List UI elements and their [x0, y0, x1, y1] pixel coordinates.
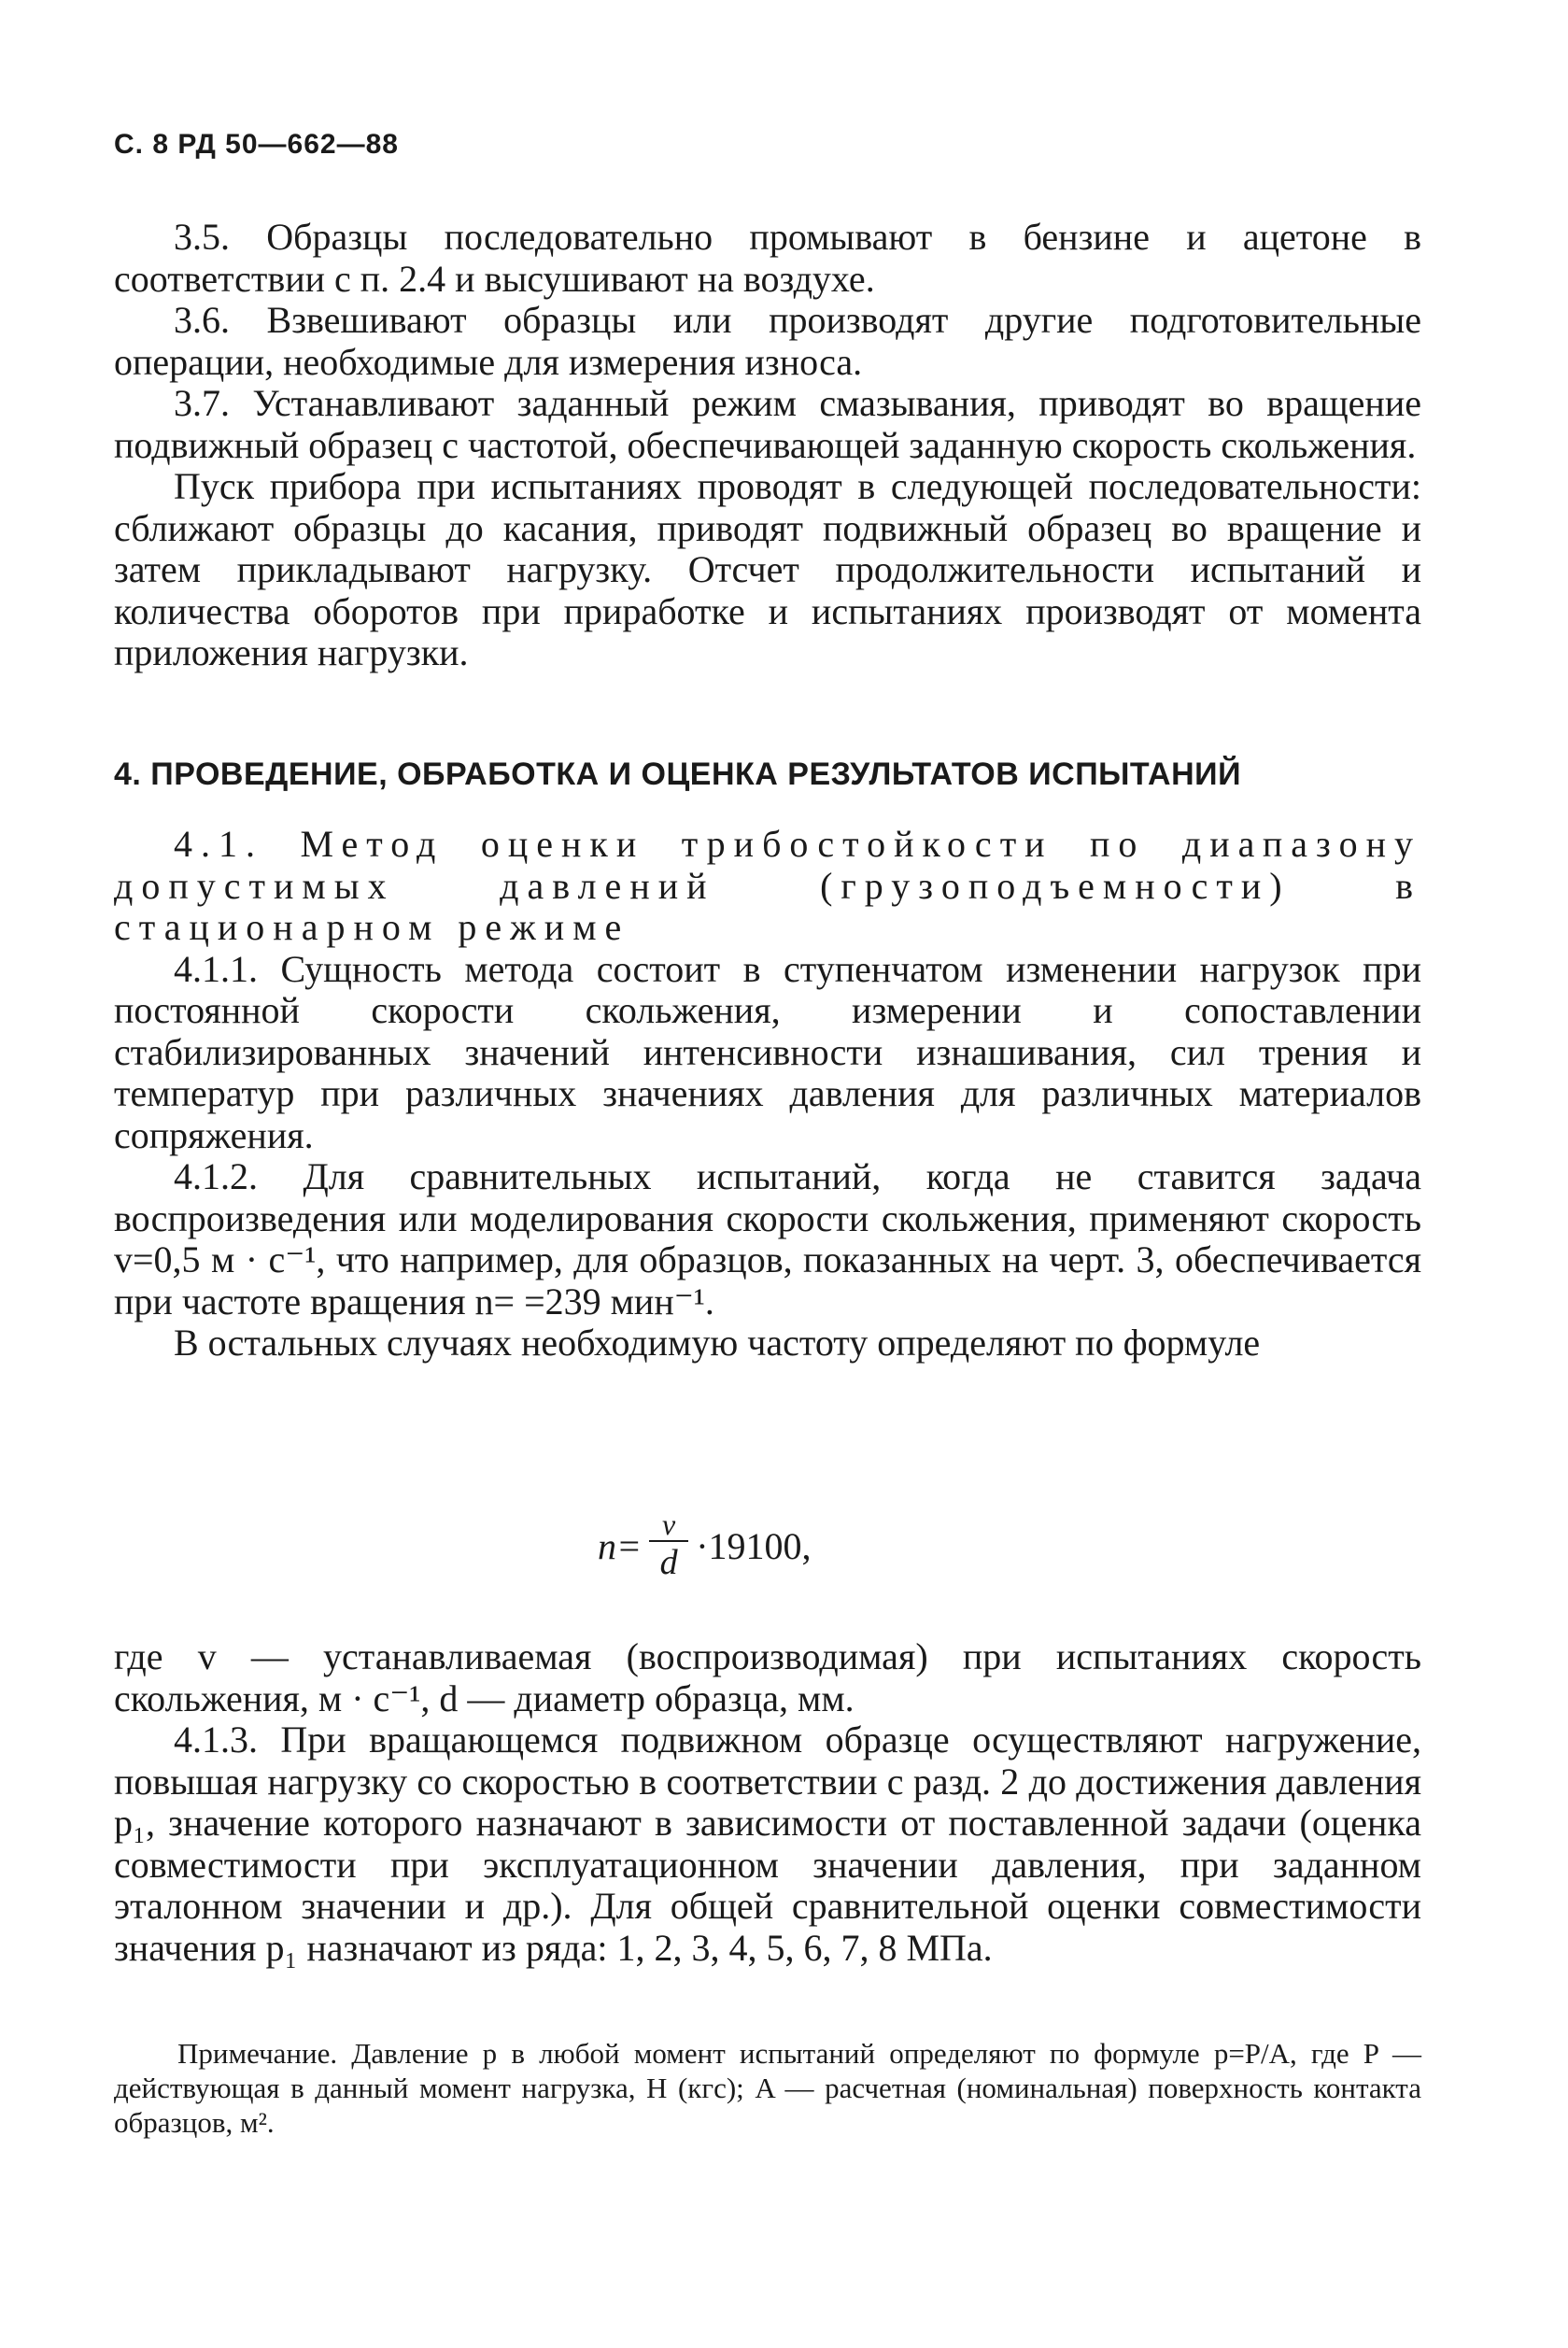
rotation-frequency-formula	[598, 1508, 812, 1583]
paragraph-4-1-1: 4.1.1. Сущность метода состоит в ступенчатом изменении нагрузок при постоянной скорости скольжения, измерении и сопоставлении стабилизированных значений интенсивности изнашивания, сил трения и температур при различных значениях давления для различных материалов сопряжения.	[114, 947, 1421, 1156]
formula-fraction	[649, 1508, 688, 1583]
paragraph-3-7: 3.7. Устанавливают заданный режим смазывания, приводят во вращение подвижный образец с частотой, обеспечивающей заданную скорость скольжения.	[114, 382, 1421, 466]
note	[114, 2036, 1421, 2140]
formula-denominator: d	[659, 1543, 678, 1582]
note-text: Примечание. Давление p в любой момент испытаний определяют по формуле p=P/A, где P — действующая в данный момент нагрузка, Н (кгс); A — расчетная (номинальная) поверхность контакта образцов, м².	[114, 2037, 1421, 2139]
paragraph-where: где v — устанавливаемая (воспроизводимая) при испытаниях скорость скольжения, м · с⁻¹, d — диаметр образца, мм.	[114, 1635, 1421, 1719]
paragraph-3-6: 3.6. Взвешивают образцы или производят другие подготовительные операции, необходимые для измерения износа.	[114, 299, 1421, 383]
formula-rhs: ·19100,	[696, 1524, 812, 1567]
paragraph-launch: Пуск прибора при испытаниях проводят в следующей последовательности: сближают образцы до касания, приводят подвижный образец во вращение и затем прикладывают нагрузку. Отсчет продолжительности испытаний и количества оборотов при приработке и испытаниях производят от момента приложения нагрузки.	[114, 465, 1421, 673]
formula-lhs: n=	[598, 1524, 642, 1567]
subsection-4-1-title: 4.1. Метод оценки трибостойкости по диапазону допустимых давлений (грузоподъемности) в стационарном режиме	[114, 823, 1421, 948]
paragraph-4-1-2: 4.1.2. Для сравнительных испытаний, когда не ставится задача воспроизведения или моделирования скорости скольжения, применяют скорость v=0,5 м · с⁻¹, что например, для образцов, показанных на черт. 3, обеспечивается при частоте вращения n= =239 мин⁻¹.	[114, 1155, 1421, 1323]
section-4-continued	[114, 1636, 1421, 1969]
section-4-text	[114, 824, 1421, 1365]
section-3-text	[114, 217, 1421, 674]
paragraph-4-1-3: 4.1.3. При вращающемся подвижном образце осуществляют нагружение, повышая нагрузку со скоростью в соответствии с разд. 2 до достижения давления p₁, значение которого назначают в зависимости от поставленной задачи (оценка совместимости при эксплуатационном значении давления, при заданном эталонном значении и др.). Для общей сравнительной оценки совместимости значения p₁ назначают из ряда: 1, 2, 3, 4, 5, 6, 7, 8 МПа.	[114, 1719, 1421, 1969]
formula-numerator: v	[649, 1508, 688, 1542]
section-4-title: 4. ПРОВЕДЕНИЕ, ОБРАБОТКА И ОЦЕНКА РЕЗУЛЬТАТОВ ИСПЫТАНИЙ	[114, 757, 1242, 792]
paragraph-3-5: 3.5. Образцы последовательно промывают в бензине и ацетоне в соответствии с п. 2.4 и высушивают на воздухе.	[114, 216, 1421, 300]
page-header: С. 8 РД 50—662—88	[114, 129, 399, 160]
paragraph-other-cases: В остальных случаях необходимую частоту определяют по формуле	[174, 1322, 1261, 1364]
